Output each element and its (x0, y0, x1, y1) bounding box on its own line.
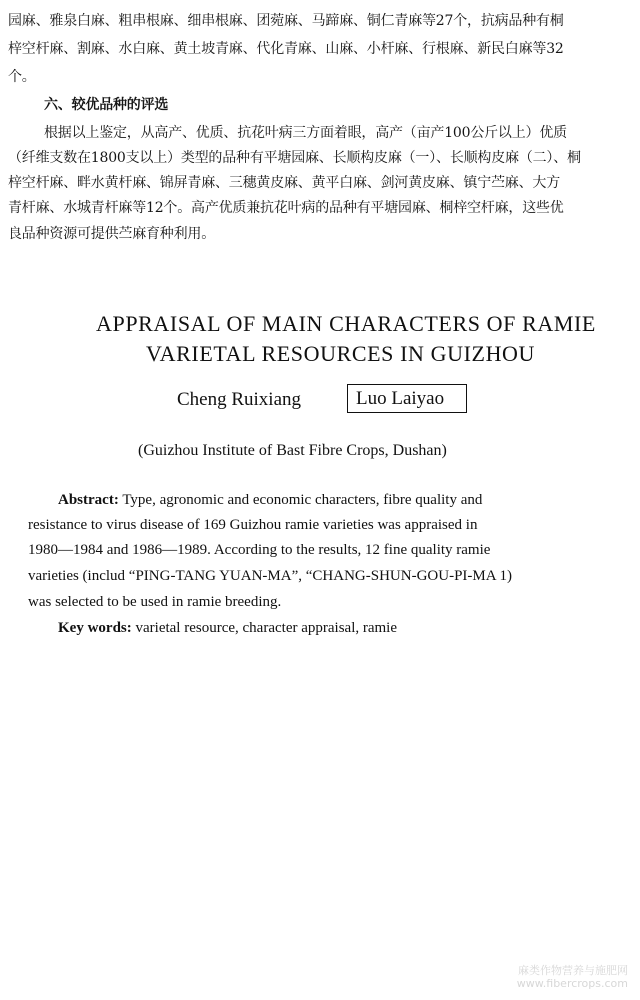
abstract-line-2: resistance to virus disease of 169 Guizhou ramie varieties was appraised in (28, 517, 478, 533)
paragraph-line-5: 良品种资源可提供苎麻育种利用。 (8, 226, 215, 242)
keywords-text: varietal resource, character appraisal, ramie (135, 620, 398, 636)
paragraph-line-1: 根据以上鉴定，从高产、优质、抗花叶病三方面着眼，高产（亩产100公斤以上）优质 (44, 125, 567, 141)
paragraph-line-3: 梓空杆麻、畔水黄杆麻、锦屏青麻、三穗黄皮麻、黄平白麻、剑河黄皮麻、镇宁苎麻、大方 (8, 175, 560, 191)
paragraph-line-4: 青杆麻、水城青杆麻等12个。高产优质兼抗花叶病的品种有平塘园麻、桐梓空杆麻，这些优 (8, 200, 564, 216)
keywords-label: Key words: (58, 620, 132, 636)
abstract-line-1 (58, 492, 482, 509)
affiliation: (Guizhou Institute of Bast Fibre Crops, Dushan) (138, 442, 447, 459)
english-title-line-1: APPRAISAL OF MAIN CHARACTERS OF RAMIE (96, 311, 596, 336)
watermark-line-2: www.fibercrops.com (516, 977, 628, 990)
chinese-line-3: 个。 (8, 69, 36, 85)
abstract-label: Abstract: (58, 492, 119, 508)
author-1: Cheng Ruixiang (177, 389, 302, 410)
author-2: Luo Laiyao (356, 388, 445, 409)
watermark (517, 964, 628, 990)
paragraph-line-2: （纤维支数在1800支以上）类型的品种有平塘园麻、长顺构皮麻（一）、长顺构皮麻（二）、桐 (8, 150, 581, 166)
abstract-line-5: was selected to be used in ramie breeding. (28, 594, 282, 610)
abstract-line-3: 1980—1984 and 1986—1989. According to the results, 12 fine quality ramie (28, 542, 491, 558)
chinese-line-1: 园麻、雅泉白麻、粗串根麻、细串根麻、团菀麻、马蹄麻、铜仁青麻等27个，抗病品种有桐 (8, 13, 564, 29)
watermark-line-1: 麻类作物营养与施肥网 (518, 964, 628, 977)
keywords-line (58, 620, 397, 637)
abstract-line-4: varieties (includ “PING-TANG YUAN-MA”, “CHANG-SHUN-GOU-PI-MA 1) (28, 568, 512, 584)
section-heading: 六、较优品种的评选 (44, 97, 169, 113)
abstract-text-1: Type, agronomic and economic characters, fibre quality and (122, 492, 483, 508)
english-title-line-2: VARIETAL RESOURCES IN GUIZHOU (146, 341, 536, 366)
chinese-line-2: 梓空杆麻、割麻、水白麻、黄土坡青麻、代化青麻、山麻、小杆麻、行根麻、新民白麻等32 (8, 41, 564, 57)
